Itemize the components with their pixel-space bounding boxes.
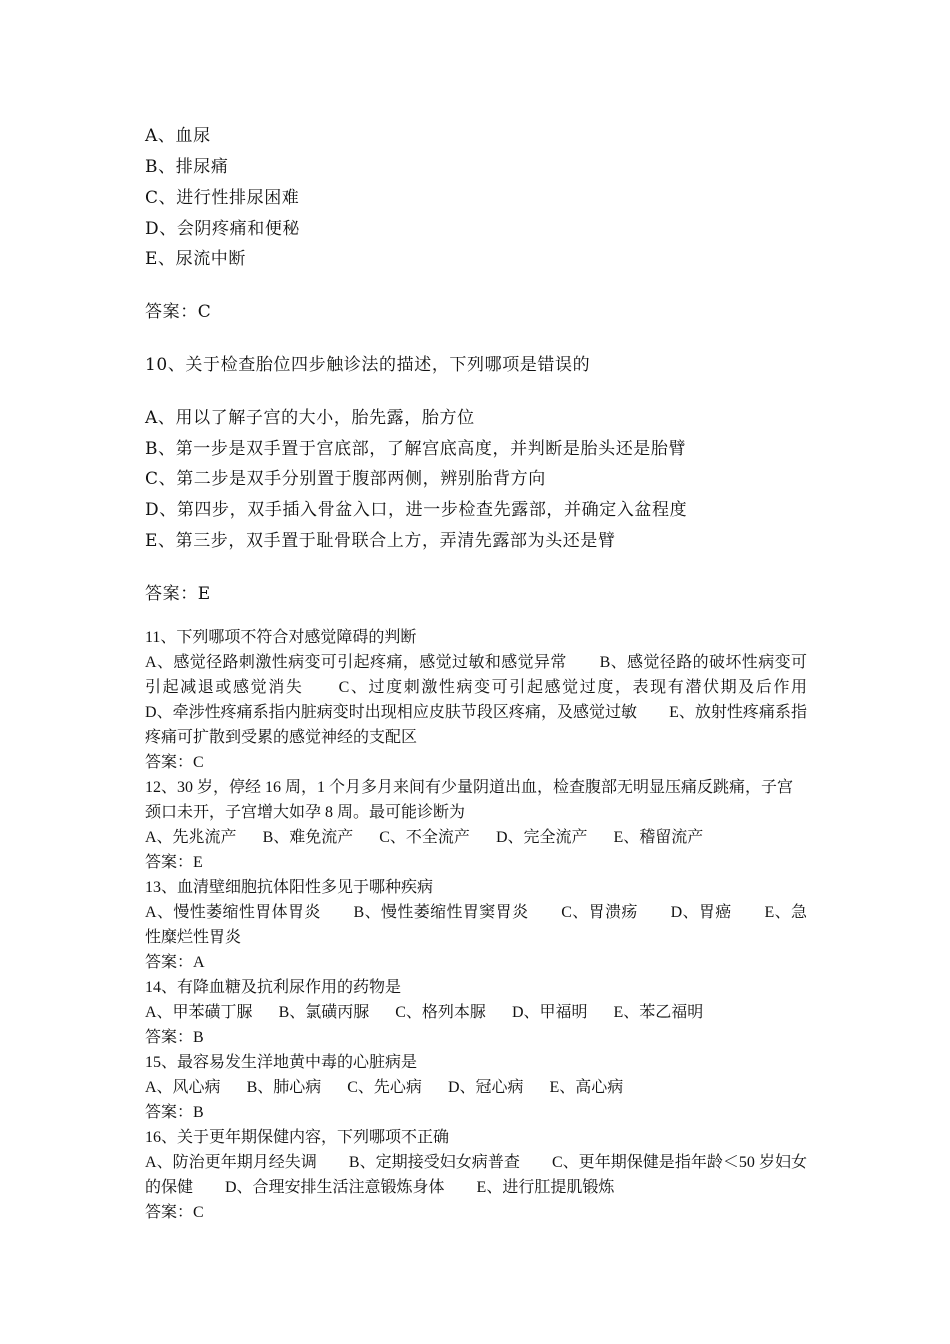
q9-option-d: D、会阴疼痛和便秘 bbox=[145, 219, 301, 239]
q10-question: 10、关于检查胎位四步触诊法的描述，下列哪项是错误的 bbox=[145, 355, 591, 375]
q12-option-e: E、稽留流产 bbox=[613, 829, 704, 846]
q14-option-c: C、格列本脲 bbox=[395, 1004, 486, 1021]
q10-option-a: A、用以了解子宫的大小，胎先露，胎方位 bbox=[145, 408, 475, 428]
q10-option-b: B、第一步是双手置于宫底部，了解宫底高度，并判断是胎头还是胎臂 bbox=[145, 439, 687, 459]
q14-option-d: D、甲福明 bbox=[511, 1004, 588, 1021]
q11-answer: 答案：C bbox=[145, 754, 204, 771]
q12-option-d: D、完全流产 bbox=[495, 829, 588, 846]
q12-option-a: A、先兆流产 bbox=[145, 829, 237, 846]
q14-answer: 答案：B bbox=[145, 1029, 204, 1046]
q14-option-b: B、氯磺丙脲 bbox=[278, 1004, 370, 1021]
q10-option-c: C、第二步是双手分别置于腹部两侧，辨别胎背方向 bbox=[145, 469, 546, 489]
q9-option-c: C、进行性排尿困难 bbox=[145, 188, 300, 208]
q15-options bbox=[145, 1075, 807, 1100]
q16-options: A、防治更年期月经失调 B、定期接受妇女病普查 C、更年期保健是指年龄＜50 岁妇女的保健 D、合理安排生活注意锻炼身体 E、进行肛提肌锻炼 bbox=[145, 1154, 807, 1196]
q15-option-b: B、肺心病 bbox=[246, 1079, 322, 1096]
q10-answer: 答案：E bbox=[145, 584, 211, 604]
q9-answer: 答案：C bbox=[145, 302, 212, 322]
q13-question: 13、血清壁细胞抗体阳性多见于哪种疾病 bbox=[145, 879, 434, 896]
q15-option-e: E、高心病 bbox=[549, 1079, 624, 1096]
q11-options: A、感觉径路刺激性病变可引起疼痛，感觉过敏和感觉异常 B、感觉径路的破坏性病变可引起减退或感觉消失 C、过度刺激性病变可引起感觉过度，表现有潜伏期及后作用 D、牵涉性疼痛系指内脏病变时出现相应皮肤节段区疼痛，及感觉过敏 E、放射性疼痛系指疼痛可扩散到受累的感觉神经的支配区 bbox=[145, 654, 840, 746]
q15-option-a: A、风心病 bbox=[145, 1079, 221, 1096]
q16-answer: 答案：C bbox=[145, 1204, 204, 1221]
q14-option-e: E、苯乙福明 bbox=[613, 1004, 704, 1021]
q12-options bbox=[145, 825, 807, 850]
q10-option-e: E、第三步，双手置于耻骨联合上方，弄清先露部为头还是臂 bbox=[145, 531, 616, 551]
q12-option-b: B、难免流产 bbox=[262, 829, 354, 846]
q9-option-b: B、排尿痛 bbox=[145, 157, 229, 177]
q11-question: 11、下列哪项不符合对感觉障碍的判断 bbox=[145, 629, 417, 646]
q12-question: 12、30 岁，停经 16 周，1 个月多月来间有少量阴道出血，检查腹部无明显压痛反跳痛，子宫颈口未开，子宫增大如孕 8 周。最可能诊断为 bbox=[145, 779, 794, 821]
q12-answer: 答案：E bbox=[145, 854, 203, 871]
q13-answer: 答案：A bbox=[145, 954, 205, 971]
q14-options bbox=[145, 1000, 807, 1025]
q15-answer: 答案：B bbox=[145, 1104, 204, 1121]
q14-option-a: A、甲苯磺丁脲 bbox=[145, 1004, 253, 1021]
q9-option-a: A、血尿 bbox=[145, 126, 211, 146]
q10-option-d: D、第四步，双手插入骨盆入口，进一步检查先露部，并确定入盆程度 bbox=[145, 500, 688, 520]
q9-option-e: E、尿流中断 bbox=[145, 249, 247, 269]
q12-option-c: C、不全流产 bbox=[379, 829, 470, 846]
dense-question-block bbox=[145, 625, 840, 1225]
q13-options: A、慢性萎缩性胃体胃炎 B、慢性萎缩性胃窦胃炎 C、胃溃疡 D、胃癌 E、急性糜烂性胃炎 bbox=[145, 904, 807, 946]
q16-question: 16、关于更年期保健内容，下列哪项不正确 bbox=[145, 1129, 450, 1146]
q14-question: 14、有降血糖及抗利尿作用的药物是 bbox=[145, 979, 402, 996]
q15-question: 15、最容易发生洋地黄中毒的心脏病是 bbox=[145, 1054, 418, 1071]
q15-option-c: C、先心病 bbox=[347, 1079, 422, 1096]
q15-option-d: D、冠心病 bbox=[447, 1079, 524, 1096]
